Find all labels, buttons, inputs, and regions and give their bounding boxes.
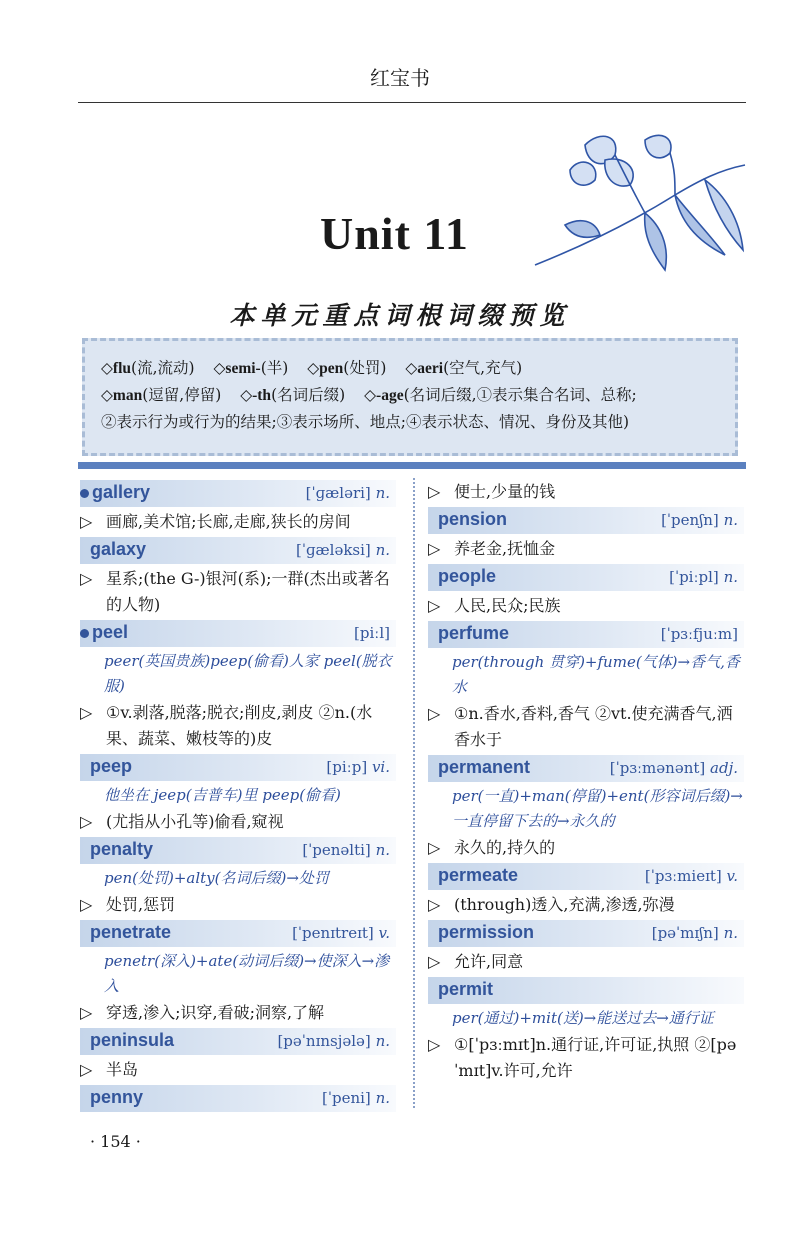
headword-row xyxy=(80,480,396,507)
definition: ▷ 半岛 xyxy=(80,1057,396,1083)
headword: pension xyxy=(438,509,508,529)
headword-row xyxy=(80,1028,396,1055)
triangle-bullet-icon: ▷ xyxy=(428,1035,441,1054)
headword-row xyxy=(80,754,396,781)
definition: ▷ 穿透,渗入;识穿,看破;洞察,了解 xyxy=(80,1000,396,1026)
triangle-bullet-icon: ▷ xyxy=(80,1003,93,1022)
column-divider xyxy=(413,478,415,1108)
part-of-speech: n. xyxy=(375,841,390,859)
definition: ▷ 人民,民众;民族 xyxy=(428,593,744,619)
part-of-speech: adj. xyxy=(710,759,738,777)
section-title: 本单元重点词根词缀预览 xyxy=(229,301,571,330)
headword-row xyxy=(428,621,744,648)
pronunciation: [piːl] xyxy=(354,624,390,642)
pronunciation: [ˈpiːpl] n. xyxy=(669,568,738,586)
headword: perfume xyxy=(438,623,510,643)
key-word-dot-icon xyxy=(80,629,89,638)
headword: penetrate xyxy=(90,922,172,942)
headword-row xyxy=(428,755,744,782)
page-number: · 154 · xyxy=(90,1132,141,1151)
headword-row xyxy=(80,920,396,947)
headword-row xyxy=(428,863,744,890)
headword-row xyxy=(80,620,396,647)
etymology-note: per(通过)+mit(送)→能送过去→通行证 xyxy=(452,1009,714,1027)
flower-illustration xyxy=(525,125,750,275)
headword: penny xyxy=(90,1087,144,1107)
headword: gallery xyxy=(92,482,151,502)
etymology-note: per(through 贯穿)+fume(气体)→香气,香水 xyxy=(452,653,740,696)
pronunciation: [piːp] vi. xyxy=(326,758,390,776)
triangle-bullet-icon: ▷ xyxy=(428,704,441,723)
triangle-bullet-icon: ▷ xyxy=(80,895,93,914)
headword: permeate xyxy=(438,865,519,885)
etymology-note: penetr(深入)+ate(动词后缀)→使深入→渗入 xyxy=(104,952,390,995)
headword: peninsula xyxy=(90,1030,175,1050)
part-of-speech: n. xyxy=(723,568,738,586)
headword-row xyxy=(80,1085,396,1112)
part-of-speech: n. xyxy=(375,1089,390,1107)
headword: galaxy xyxy=(90,539,147,559)
part-of-speech: n. xyxy=(375,541,390,559)
headword-row xyxy=(428,977,744,1004)
triangle-bullet-icon: ▷ xyxy=(428,895,441,914)
etymology-note: peer(英国贵族)peep(偷看)人家 peel(脱衣服) xyxy=(104,652,392,695)
preview-item: ◇man(逗留,停留) xyxy=(101,386,222,404)
definition: ▷ 星系;(the G-)银河(系);一群(杰出或著名的人物) xyxy=(80,566,396,618)
part-of-speech: vi. xyxy=(371,758,390,776)
right-column xyxy=(428,478,744,1085)
headword: permit xyxy=(438,979,494,999)
preview-item: ◇aeri(空气,充气) xyxy=(405,359,523,377)
headword-row xyxy=(428,507,744,534)
preview-row-2 xyxy=(101,382,719,409)
part-of-speech: v. xyxy=(378,924,390,942)
definition: ▷ 允许,同意 xyxy=(428,949,744,975)
definition: ▷ 永久的,持久的 xyxy=(428,835,744,861)
root-preview-box xyxy=(82,338,738,456)
definition: ▷ (尤指从小孔等)偷看,窥视 xyxy=(80,809,396,835)
triangle-bullet-icon: ▷ xyxy=(80,1060,93,1079)
pronunciation: [ˈpeni] n. xyxy=(322,1089,390,1107)
etymology-note: 他坐在 jeep(吉普车)里 peep(偷看) xyxy=(104,786,341,804)
pronunciation: [ˈpɜːmieɪt] v. xyxy=(644,867,738,885)
header-rule xyxy=(78,102,746,103)
part-of-speech: n. xyxy=(375,1032,390,1050)
headword: permission xyxy=(438,922,535,942)
left-column xyxy=(80,478,396,1114)
triangle-bullet-icon: ▷ xyxy=(428,952,441,971)
headword-row xyxy=(428,564,744,591)
triangle-bullet-icon: ▷ xyxy=(428,596,441,615)
running-header: 红宝书 xyxy=(370,66,430,90)
headword: penalty xyxy=(90,839,154,859)
part-of-speech: n. xyxy=(723,511,738,529)
pronunciation: [pəˈnɪnsjələ] n. xyxy=(277,1032,390,1050)
definition: ▷ 处罚,惩罚 xyxy=(80,892,396,918)
headword-row xyxy=(80,537,396,564)
preview-row-3: ②表示行为或行为的结果;③表示场所、地点;④表示状态、情况、身份及其他) xyxy=(101,413,629,431)
pronunciation: [ˈɡæləri] n. xyxy=(305,484,390,502)
headword: permanent xyxy=(438,757,531,777)
etymology-note: per(一直)+man(停留)+ent(形容词后缀)→一直停留下去的→永久的 xyxy=(452,787,743,830)
triangle-bullet-icon: ▷ xyxy=(428,838,441,857)
part-of-speech: n. xyxy=(723,924,738,942)
section-divider-bar xyxy=(78,462,746,469)
etymology-note: pen(处罚)+alty(名词后缀)→处罚 xyxy=(104,869,329,887)
definition: ▷ (through)透入,充满,渗透,弥漫 xyxy=(428,892,744,918)
preview-item: ◇pen(处罚) xyxy=(307,359,387,377)
key-word-dot-icon xyxy=(80,489,89,498)
definition: ▷ ①v.剥落,脱落;脱衣;削皮,剥皮 ②n.(水果、蔬菜、嫩枝等的)皮 xyxy=(80,700,396,752)
definition: ▷ 画廊,美术馆;长廊,走廊,狭长的房间 xyxy=(80,509,396,535)
part-of-speech: v. xyxy=(726,867,738,885)
triangle-bullet-icon: ▷ xyxy=(80,569,93,588)
pronunciation: [ˈpɜːfjuːm] xyxy=(660,625,738,643)
definition: ▷ 养老金,抚恤金 xyxy=(428,536,744,562)
preview-item: ◇-th(名词后缀) xyxy=(240,386,346,404)
triangle-bullet-icon: ▷ xyxy=(80,812,93,831)
pronunciation: [pəˈmɪʃn] n. xyxy=(651,924,738,942)
unit-title: Unit 11 xyxy=(320,208,469,259)
headword-row xyxy=(80,837,396,864)
definition: ▷ 便士,少量的钱 xyxy=(428,479,744,505)
triangle-bullet-icon: ▷ xyxy=(428,482,441,501)
pronunciation: [ˈpenɪtreɪt] v. xyxy=(292,924,390,942)
definition: ▷ ①[ˈpɜːmɪt]n.通行证,许可证,执照 ②[pəˈmɪt]v.许可,允许 xyxy=(428,1032,744,1084)
part-of-speech: n. xyxy=(375,484,390,502)
triangle-bullet-icon: ▷ xyxy=(428,539,441,558)
preview-item: ◇semi-(半) xyxy=(213,359,289,377)
definition: ▷ ①n.香水,香料,香气 ②vt.使充满香气,洒香水于 xyxy=(428,701,744,753)
headword: peel xyxy=(92,622,129,642)
pronunciation: [ˈɡæləksi] n. xyxy=(295,541,390,559)
pronunciation: [ˈpenəlti] n. xyxy=(302,841,390,859)
headword: people xyxy=(438,566,497,586)
headword: peep xyxy=(90,756,133,776)
triangle-bullet-icon: ▷ xyxy=(80,703,93,722)
pronunciation: [ˈpɜːmənənt] adj. xyxy=(609,759,738,777)
headword-row xyxy=(428,920,744,947)
pronunciation: [ˈpenʃn] n. xyxy=(661,511,738,529)
preview-row-1 xyxy=(101,355,719,382)
preview-item: ◇flu(流,流动) xyxy=(101,359,195,377)
triangle-bullet-icon: ▷ xyxy=(80,512,93,531)
preview-item: ◇-age(名词后缀,①表示集合名词、总称; xyxy=(364,386,637,404)
